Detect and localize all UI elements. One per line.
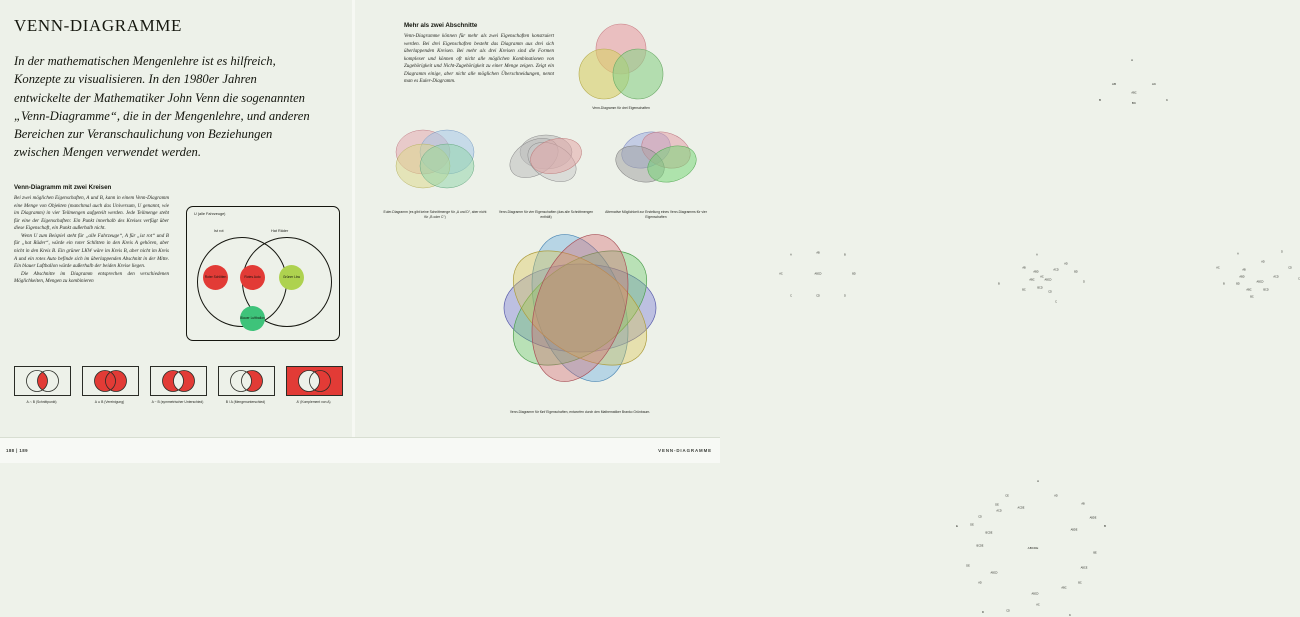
region-label-ad: AD <box>1054 494 1058 498</box>
region-label-ac: AC <box>1151 82 1157 86</box>
region-label-abc: ABC <box>1029 278 1035 282</box>
region-label-abd: ABD <box>1033 270 1039 274</box>
item-blauer-luftballon <box>240 306 265 331</box>
region-label-d: D <box>981 610 985 614</box>
region-label-bcd: BCD <box>1037 286 1043 290</box>
figure-venn-three-sets <box>566 22 1169 111</box>
body-paragraph-3: Die Abschnitte im Diagramm entsprechen den verschiedenen Möglichkeiten, Mengen zu kombinieren <box>14 270 169 285</box>
item-label: Roter Schlitten <box>204 274 227 279</box>
item-rotes-auto <box>240 265 265 290</box>
region-label-c: C <box>1068 613 1072 617</box>
region-label-a: A <box>1237 252 1239 256</box>
region-label-abd: ABD <box>1239 275 1245 279</box>
region-label-c: C <box>1165 98 1169 102</box>
region-label-acd: ACD <box>1273 275 1279 279</box>
region-label-ab: AB <box>1081 502 1085 506</box>
region-label-b: B <box>998 282 1000 286</box>
universe-label: U (alle Fahrzeuge) <box>194 212 226 216</box>
venn-five-diagram <box>460 228 700 406</box>
region-label-b: B <box>1103 524 1107 528</box>
operation-figure <box>150 366 207 396</box>
region-label-cd: CD <box>1048 290 1052 294</box>
region-label-acd: ACD <box>1053 268 1059 272</box>
region-label-abcde: ABCDE <box>1027 546 1039 550</box>
figure-caption: Venn-Diagramm für vier Eigenschaften (das alle Schnittmengen enthält) <box>498 210 594 219</box>
region-label-bd: BD <box>852 272 856 276</box>
operation-figure <box>218 366 275 396</box>
region-label-a: A <box>1130 58 1134 62</box>
region-label-cd: CD <box>978 515 982 519</box>
operation-caption: A ∪ B (Vereinigung) <box>94 400 125 404</box>
region-label-bd: BD <box>1236 282 1240 286</box>
region-label-de: DE <box>966 564 970 568</box>
region-label-acd: ACD <box>996 509 1002 513</box>
region-label-bc: BC <box>1022 288 1026 292</box>
operation-caption: B \ A (Mengenunterschied) <box>225 400 266 404</box>
region-label-abcd2: ABCD <box>1031 592 1039 596</box>
set-operations-row <box>14 366 340 424</box>
figure-caption: Alternative Möglichkeit zur Erstellung eines Venn-Diagramms für vier Eigenschaften <box>605 210 707 219</box>
left-body-text <box>14 195 169 286</box>
operation-figure <box>14 366 71 396</box>
region-label-ce2: DE <box>970 523 974 527</box>
item-label: Blauer Luftballon <box>240 315 265 320</box>
operation-caption: A ∩ B (Schnittpunkt) <box>26 400 57 404</box>
region-label-ce: DE <box>995 503 999 507</box>
region-label-abc: ABC <box>1131 91 1137 95</box>
figure-caption: Euler-Diagramm (es gibt keine Schnittmenge für „A und D“, aber nicht für „B oder C“) <box>383 210 487 219</box>
region-label-ab: AB <box>1022 266 1026 270</box>
venn-three-diagram <box>566 22 676 100</box>
operation-figure <box>286 366 343 396</box>
region-label-ab: AB <box>816 251 820 255</box>
region-label-a: A <box>1036 253 1038 257</box>
section-subheading: Venn-Diagramm mit zwei Kreisen <box>14 184 112 191</box>
operation-caption: A' (Komplement von A) <box>296 400 331 404</box>
region-label-bc: BC <box>1078 581 1082 585</box>
figure-caption: Venn-Diagramm für fünf Eigenschaften, entworfen durch den Mathematiker Branko Grünbaum. <box>509 410 651 414</box>
region-label-ac: AC <box>1036 603 1040 607</box>
region-label-b: B <box>1098 98 1102 102</box>
page-number: 188 | 189 <box>6 448 28 453</box>
region-label-bcde2: BCDE <box>985 531 993 535</box>
region-label-abcd: ABCD <box>990 571 998 575</box>
operation-figure <box>82 366 139 396</box>
region-label-bd: BD <box>1074 270 1078 274</box>
region-label-abcd: ABCD <box>814 272 822 276</box>
region-label-ae: CE <box>1005 494 1009 498</box>
two-circle-venn-panel <box>186 206 340 341</box>
figure-venn-four-alternative <box>604 122 1300 299</box>
region-label-bc: BC <box>1131 101 1137 105</box>
region-label-e: E <box>955 524 959 528</box>
region-label-c: C <box>1055 300 1057 304</box>
region-label-ad2: AD <box>978 581 982 585</box>
operation-symmetric-difference <box>150 366 205 405</box>
region-label-ac: AC <box>779 272 783 276</box>
page-title: VENN-DIAGRAMME <box>14 16 182 35</box>
region-label-ad: AD <box>1261 260 1265 264</box>
region-label-a: A <box>790 253 792 257</box>
region-label-a: A <box>1036 479 1040 483</box>
operation-intersection <box>14 366 69 405</box>
operation-union <box>82 366 137 405</box>
venn-four-diagram <box>494 122 598 192</box>
item-label: Rotes Auto <box>244 274 261 279</box>
operation-caption: A − B (symmetrischer Unterschied) <box>151 400 204 404</box>
operation-complement <box>286 366 341 405</box>
region-label-abde2: ABDE <box>1070 528 1078 532</box>
lede-paragraph: In der mathematischen Mengenlehre ist es hilfreich, Konzepte zu visualisieren. In den 1980er Jahren entwickelte der Mathematiker John Venn die sogenannten „Venn-Diagramme“, die in der Mengenlehre, und anderen Bereichen zur Veranschaulichung von Beziehungen zwischen Mengen verwendet werden. <box>14 54 310 160</box>
region-label-acde: ACDE <box>1017 506 1025 510</box>
circle-a-label: Ist rot <box>214 229 224 233</box>
body-paragraph-2: Wenn U zum Beispiel steht für „alle Fahrzeuge“, A für „ist rot“ und B für „hat Räder“, würde ein roter Schlitten in den Kreis A gehören, aber nicht in den Kreis B. Ein grüner LKW wäre im Kreis B, aber nicht im Kreis A und ein rotes Auto befinde sich im überlappenden Abschnitt in der Mitte. Ein blauer Luftballon würde außerhalb der beiden Kreise liegen. <box>14 232 169 270</box>
region-label-abce: ABCE <box>1080 566 1088 570</box>
region-label-ac: AC <box>1216 266 1220 270</box>
region-label-cd: CD <box>1288 266 1292 270</box>
venn-four-alt-diagram <box>604 122 708 192</box>
region-label-be: BE <box>1093 551 1097 555</box>
item-label: Grüner Lkw <box>282 274 301 279</box>
figure-caption: Venn-Diagramm für drei Eigenschaften <box>592 106 650 110</box>
region-label-cd2: CD <box>1006 609 1010 613</box>
right-body-text <box>404 33 554 86</box>
item-roter-schlitten <box>203 265 228 290</box>
region-label-abc: ABC <box>1246 288 1252 292</box>
region-label-ab: AB <box>1242 268 1246 272</box>
right-section-heading: Mehr als zwei Abschnitte <box>404 22 478 29</box>
page-footer <box>0 438 720 463</box>
region-label-d: D <box>1281 250 1283 254</box>
region-label-bcd: BCD <box>1263 288 1269 292</box>
region-label-b: B <box>844 253 846 257</box>
region-label-ad: AD <box>1064 262 1068 266</box>
right-paragraph: Venn-Diagramme können für mehr als zwei Eigenschaften konstruiert werden. Bei drei Eigenschaften besteht das Diagramm aus drei sich überlappenden Kreisen. Bei mehr als drei Kreisen sind die Formen komplexer und können oft nicht alle möglichen Kombinationen von Zugehörigkeit und Nicht-Zugehörigkeit zu einer Menge zeigen. Zeigt ein Diagramm einige, aber nicht alle möglichen Überschneidungen, nennt man es Euler-Diagramm. <box>404 33 554 85</box>
region-label-ab: AB <box>1111 82 1117 86</box>
region-label-abcd: ABCD <box>1044 278 1052 282</box>
region-label-ac: AC <box>1040 275 1044 279</box>
region-label-abcd: ABCD <box>1256 280 1264 284</box>
page-gutter <box>352 0 355 437</box>
region-label-b: B <box>1223 282 1225 286</box>
item-gruener-lkw <box>279 265 304 290</box>
region-label-bcde: BCDE <box>976 544 984 548</box>
operation-difference <box>218 366 273 405</box>
region-label-abde: ABDE <box>1089 516 1097 520</box>
region-label-c: C <box>790 294 792 298</box>
region-label-bc: BC <box>1250 295 1254 299</box>
body-paragraph-1: Bei zwei möglichen Eigenschaften, A und B, kann in einem Venn-Diagramm eine Menge von Objekten (manchmal auch das Universum, U genannt, wie im Diagramm) in vier Teilmengen aufgeteilt werden. Jede Teilmenge steht für eine der Eigenschaften: Ein Punkt innerhalb des Kreises verfügt über diese Eigenschaft, ein Punkt außerhalb nicht. <box>14 195 169 232</box>
euler-diagram <box>383 122 487 192</box>
circle-b-label: Hat Räder <box>271 229 289 233</box>
footer-chapter-title: VENN-DIAGRAMME <box>658 448 712 453</box>
region-label-c: C <box>1298 277 1300 281</box>
region-label-cd: CD <box>816 294 820 298</box>
region-label-abc: ABC <box>1061 586 1067 590</box>
region-label-d: D <box>1083 280 1085 284</box>
region-label-d: D <box>844 294 846 298</box>
